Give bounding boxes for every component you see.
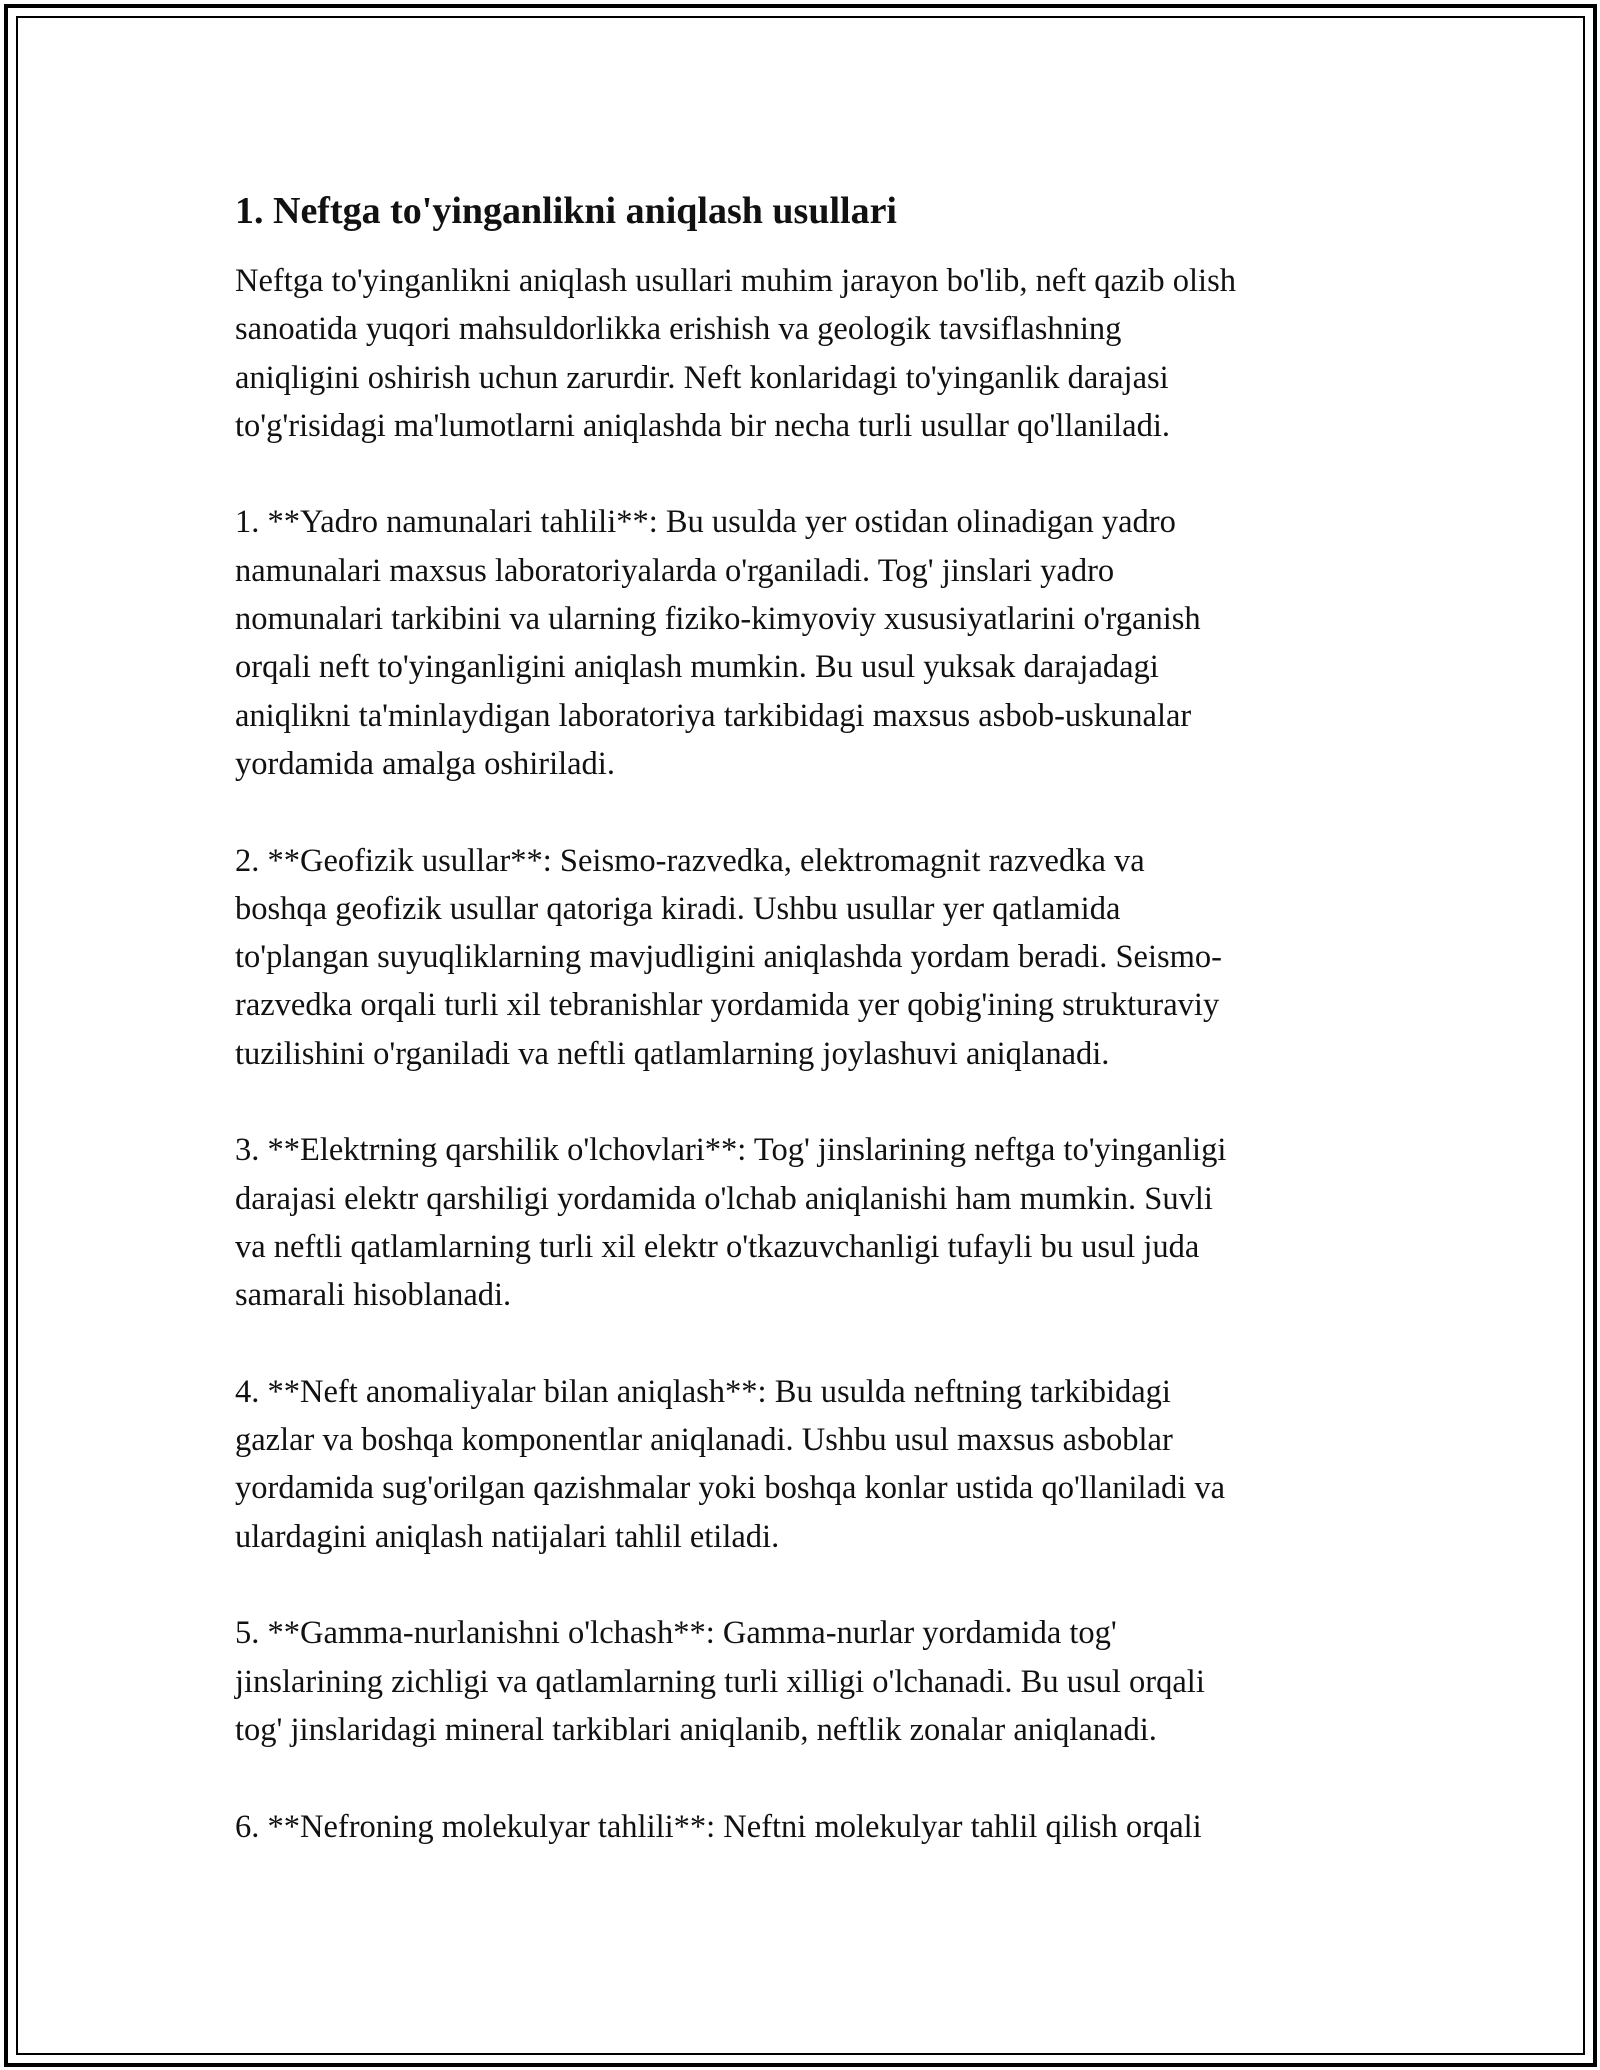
method-2-paragraph: 2. **Geofizik usullar**: Seismo-razvedka, elektromagnit razvedka va boshqa geofizik usullar qatoriga kiradi. Ushbu usullar yer qatlamida to'plangan suyuqliklarning mavjudligini aniqlashda yordam beradi. Seismo- razvedka orqali turli xil tebranishlar yordamida yer qobig'ining strukturaviy tuzilishini o'rganiladi va neftli qatlamlarning joylashuvi aniqlanadi. — [235, 842, 1222, 1072]
method-6-paragraph: 6. **Nefroning molekulyar tahlili**: Neftni molekulyar tahlil qilish orqali — [235, 1808, 1202, 1845]
method-5-paragraph: 5. **Gamma-nurlanishni o'lchash**: Gamma-nurlar yordamida tog' jinslarining zichligi va qatlamlarning turli xilligi o'lchanadi. Bu usul orqali tog' jinslaridagi mineral tarkiblari aniqlanib, neftlik zonalar aniqlanadi. — [235, 1615, 1205, 1748]
document-title: 1. Neftga to'yinganlikni aniqlash usullari — [235, 190, 897, 232]
method-4-paragraph: 4. **Neft anomaliyalar bilan aniqlash**: Bu usulda neftning tarkibidagi gazlar va boshqa komponentlar aniqlanadi. Ushbu usul maxsus asboblar yordamida sug'orilgan qazishmalar yoki boshqa konlar ustida qo'llaniladi va ulardagini aniqlash natijalari tahlil etiladi. — [235, 1373, 1226, 1555]
method-1-paragraph: 1. **Yadro namunalari tahlili**: Bu usulda yer ostidan olinadigan yadro namunalari maxsus laboratoriyalarda o'rganiladi. Tog' jinslari yadro nomunalari tarkibini va ularning fiziko-kimyoviy xususiyatlarini o'rganish orqali neft to'yinganligini aniqlash mumkin. Bu usul yuksak darajadagi aniqlikni ta'minlaydigan laboratoriya tarkibidagi maxsus asbob-uskunalar yordamida amalga oshiriladi. — [235, 504, 1201, 782]
document-body — [235, 185, 1375, 1851]
intro-paragraph: Neftga to'yinganlikni aniqlash usullari muhim jarayon bo'lib, neft qazib olish sanoatida yuqori mahsuldorlikka erishish va geologik tavsiflashning aniqligini oshirish uchun zarurdir. Neft konlaridagi to'yinganlik darajasi to'g'risidagi ma'lumotlarni aniqlashda bir necha turli usullar qo'llaniladi. — [235, 263, 1236, 444]
method-3-paragraph: 3. **Elektrning qarshilik o'lchovlari**: Tog' jinslarining neftga to'yinganligi darajasi elektr qarshiligi yordamida o'lchab aniqlanishi ham mumkin. Suvli va neftli qatlamlarning turli xil elektr o'tkazuvchanligi tufayli bu usul juda samarali hisoblanadi. — [235, 1132, 1227, 1314]
